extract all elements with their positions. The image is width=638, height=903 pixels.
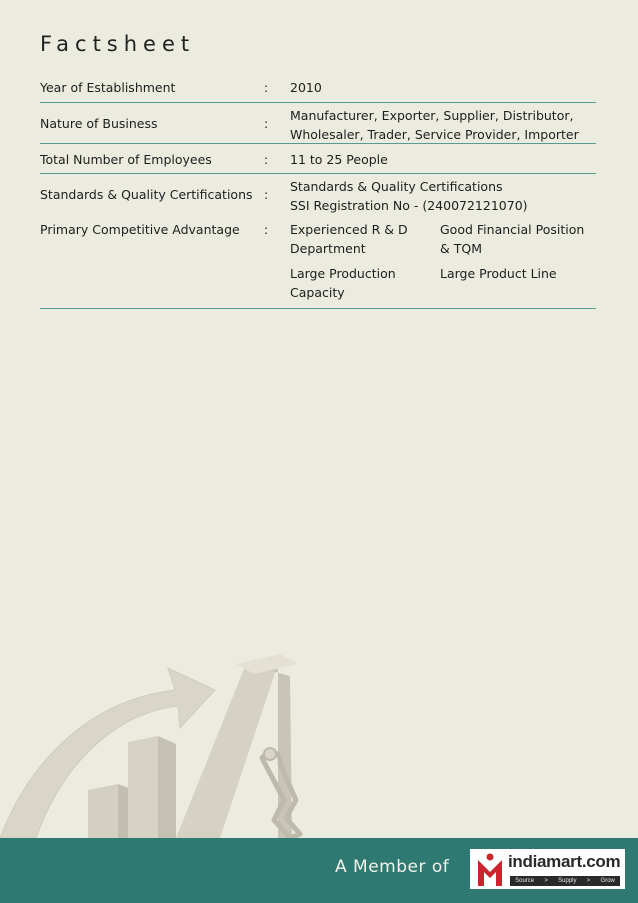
advantage-line: Good Financial Position — [440, 222, 585, 237]
fact-colon: : — [264, 222, 269, 237]
advantage-line: Large Product Line — [440, 266, 557, 281]
fact-label: Total Number of Employees — [40, 152, 212, 167]
fact-value-line: Manufacturer, Exporter, Supplier, Distributor, — [290, 108, 574, 123]
fact-value: 11 to 25 People — [290, 152, 388, 167]
logo-tag-separator: > — [544, 878, 548, 884]
advantage-line: & TQM — [440, 241, 482, 256]
fact-value-line: Wholesaler, Trader, Service Provider, Importer — [290, 127, 579, 142]
fact-label: Primary Competitive Advantage — [40, 222, 240, 237]
fact-label: Nature of Business — [40, 116, 158, 131]
member-text: A Member of — [335, 857, 450, 877]
fact-value-line: SSI Registration No - (240072121070) — [290, 198, 528, 213]
advantage-line: Large Production — [290, 266, 396, 281]
fact-label: Standards & Quality Certifications — [40, 187, 253, 202]
logo-tag-word: Grow — [600, 878, 615, 884]
fact-label: Year of Establishment — [40, 80, 176, 95]
advantage-line: Experienced R & D — [290, 222, 408, 237]
fact-colon: : — [264, 152, 269, 167]
logo-tag-word: Supply — [558, 878, 577, 884]
fact-value-line: Standards & Quality Certifications — [290, 179, 503, 194]
fact-colon: : — [264, 80, 269, 95]
indiamart-logo-icon — [474, 852, 506, 888]
logo-tag-word: Source — [515, 878, 535, 884]
logo-tag-separator: > — [586, 878, 591, 884]
advantage-line: Capacity — [290, 285, 345, 300]
logo-tagline — [510, 876, 620, 886]
page-title: Factsheet — [40, 32, 196, 56]
logo-wordmark: indiamart.com — [508, 852, 621, 871]
fact-colon: : — [264, 187, 269, 202]
fact-colon: : — [264, 116, 269, 131]
fact-value: 2010 — [290, 80, 322, 95]
advantage-line: Department — [290, 241, 366, 256]
